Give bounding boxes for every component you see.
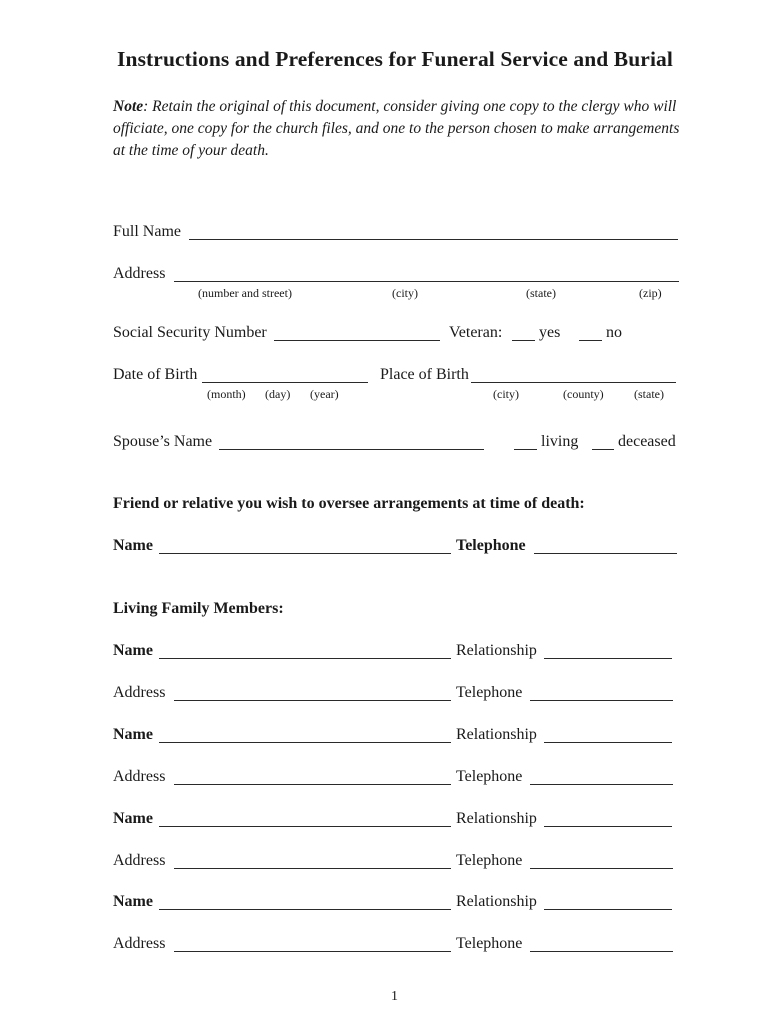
family-1-name-label: Name xyxy=(113,642,153,659)
dob-label: Date of Birth xyxy=(113,366,198,383)
spouse-deceased-label: deceased xyxy=(618,433,676,450)
family-3-address-label: Address xyxy=(113,852,166,869)
family-2-telephone-label: Telephone xyxy=(456,768,523,785)
family-1-telephone-label: Telephone xyxy=(456,684,523,701)
family-4-address-field[interactable] xyxy=(174,951,451,952)
overseer-telephone-field[interactable] xyxy=(534,553,677,554)
veteran-no-field[interactable] xyxy=(579,340,602,341)
dob-field[interactable] xyxy=(202,382,368,383)
veteran-no-label: no xyxy=(606,324,622,341)
pob-label: Place of Birth xyxy=(380,366,469,383)
pob-sub-state: (state) xyxy=(634,387,664,401)
pob-sub-county: (county) xyxy=(563,387,604,401)
family-4-telephone-label: Telephone xyxy=(456,935,523,952)
spouse-deceased-field[interactable] xyxy=(592,449,614,450)
family-2-relationship-field[interactable] xyxy=(544,742,672,743)
veteran-label: Veteran: xyxy=(449,324,503,341)
family-2-telephone-field[interactable] xyxy=(530,784,673,785)
overseer-name-field[interactable] xyxy=(159,553,451,554)
family-4-telephone-field[interactable] xyxy=(530,951,673,952)
ssn-label: Social Security Number xyxy=(113,324,267,341)
overseer-heading: Friend or relative you wish to oversee arrangements at time of death: xyxy=(113,495,585,512)
family-3-telephone-field[interactable] xyxy=(530,868,673,869)
family-1-relationship-label: Relationship xyxy=(456,642,537,659)
dob-sub-year: (year) xyxy=(310,387,339,401)
family-1-address-field[interactable] xyxy=(174,700,451,701)
dob-sub-month: (month) xyxy=(207,387,246,401)
note-paragraph xyxy=(113,96,693,162)
family-2-name-field[interactable] xyxy=(159,742,451,743)
pob-sub-city: (city) xyxy=(493,387,519,401)
family-3-telephone-label: Telephone xyxy=(456,852,523,869)
family-3-address-field[interactable] xyxy=(174,868,451,869)
note-text: : Retain the original of this document, consider giving one copy to the clergy who will officiate, one copy for the church files, and one to the person chosen to make arrangements at the time of your death. xyxy=(113,98,680,159)
note-label: Note xyxy=(113,98,144,115)
veteran-yes-label: yes xyxy=(539,324,561,341)
family-3-relationship-label: Relationship xyxy=(456,810,537,827)
family-3-name-field[interactable] xyxy=(159,826,451,827)
family-heading: Living Family Members: xyxy=(113,600,284,617)
address-label: Address xyxy=(113,265,166,282)
address-sub-street: (number and street) xyxy=(198,286,292,300)
family-1-telephone-field[interactable] xyxy=(530,700,673,701)
family-4-name-label: Name xyxy=(113,893,153,910)
family-3-name-label: Name xyxy=(113,810,153,827)
family-1-relationship-field[interactable] xyxy=(544,658,672,659)
family-4-relationship-label: Relationship xyxy=(456,893,537,910)
family-4-relationship-field[interactable] xyxy=(544,909,672,910)
ssn-field[interactable] xyxy=(274,340,440,341)
family-4-address-label: Address xyxy=(113,935,166,952)
overseer-name-label: Name xyxy=(113,537,153,554)
address-sub-zip: (zip) xyxy=(639,286,662,300)
page-title: Instructions and Preferences for Funeral Service and Burial xyxy=(117,47,673,71)
spouse-living-label: living xyxy=(541,433,579,450)
family-4-name-field[interactable] xyxy=(159,909,451,910)
family-1-address-label: Address xyxy=(113,684,166,701)
spouse-living-field[interactable] xyxy=(514,449,537,450)
spouse-name-field[interactable] xyxy=(219,449,484,450)
dob-sub-day: (day) xyxy=(265,387,291,401)
address-field[interactable] xyxy=(174,281,679,282)
full-name-label: Full Name xyxy=(113,223,181,240)
overseer-telephone-label: Telephone xyxy=(456,537,526,554)
family-3-relationship-field[interactable] xyxy=(544,826,672,827)
family-2-relationship-label: Relationship xyxy=(456,726,537,743)
address-sub-city: (city) xyxy=(392,286,418,300)
family-1-name-field[interactable] xyxy=(159,658,451,659)
family-2-address-field[interactable] xyxy=(174,784,451,785)
family-2-name-label: Name xyxy=(113,726,153,743)
veteran-yes-field[interactable] xyxy=(512,340,535,341)
page-number: 1 xyxy=(391,989,398,1004)
spouse-name-label: Spouse’s Name xyxy=(113,433,213,450)
pob-field[interactable] xyxy=(471,382,676,383)
full-name-field[interactable] xyxy=(189,239,678,240)
family-2-address-label: Address xyxy=(113,768,166,785)
address-sub-state: (state) xyxy=(526,286,556,300)
